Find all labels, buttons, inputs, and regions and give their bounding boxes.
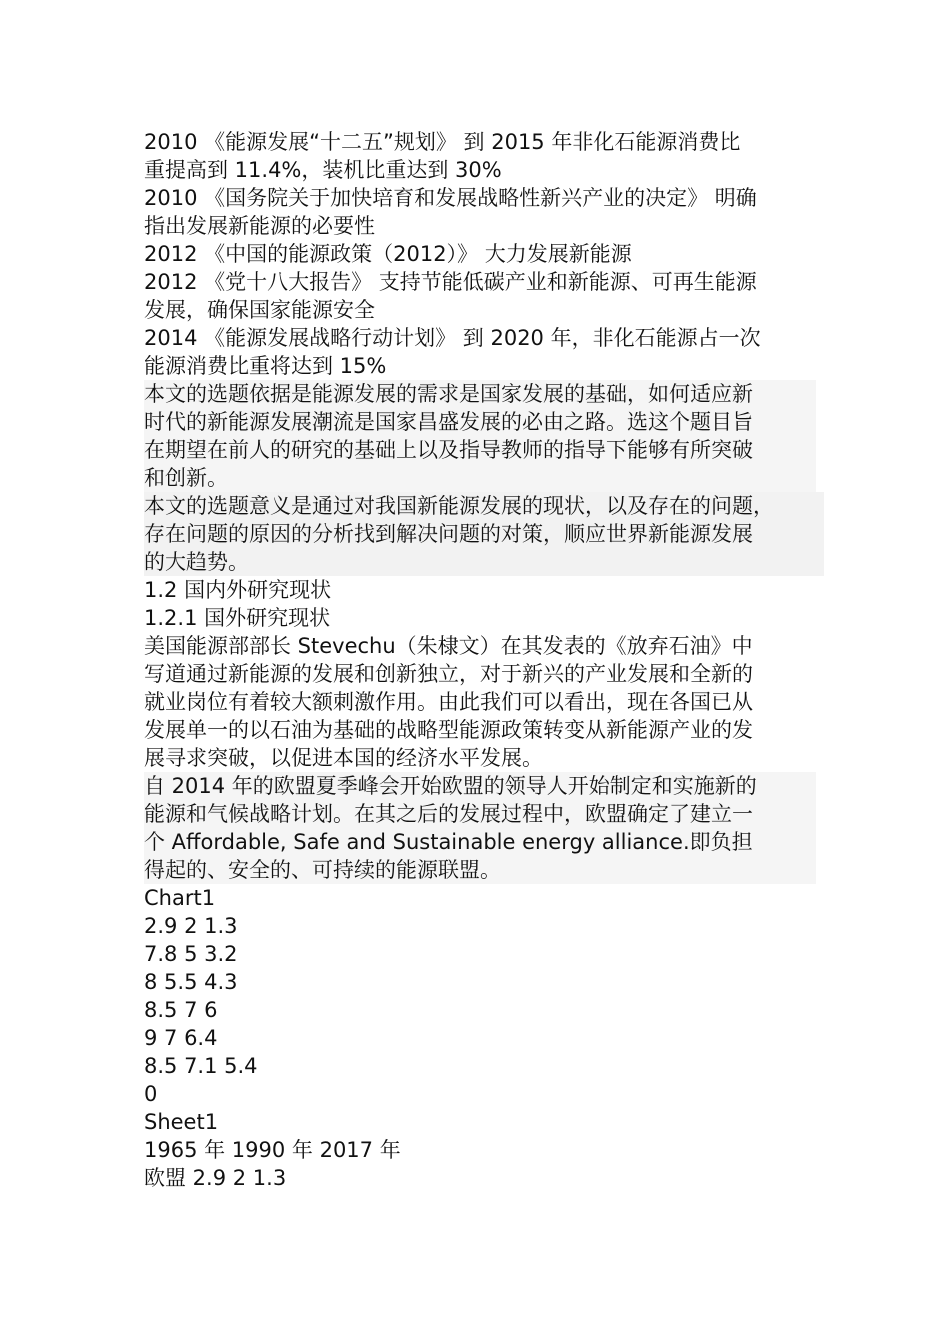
policy-list [144,128,816,380]
document-page [144,128,816,1192]
chart-row: 9 7 6.4 [144,1026,218,1050]
chart-label: Chart1 [144,886,216,910]
sheet-data-row: 欧盟 2.9 2 1.3 [144,1166,287,1190]
text-line: 本文的选题依据是能源发展的需求是国家发展的基础，如何适应新 [144,382,753,406]
sheet-label: Sheet1 [144,1110,219,1134]
text-line: 能源和气候战略计划。在其之后的发展过程中，欧盟确定了建立一 [144,802,753,826]
chart-data-dump [144,884,816,1108]
text-line: 2014 《能源发展战略行动计划》 到 2020 年，非化石能源占一次 [144,326,761,350]
text-line: 自 2014 年的欧盟夏季峰会开始欧盟的领导人开始制定和实施新的 [144,774,757,798]
body-paragraph [144,632,816,772]
chart-row: 7.8 5 3.2 [144,942,238,966]
text-line: 美国能源部部长 Stevechu（朱棣文）在其发表的《放弃石油》中 [144,634,753,658]
chart-row: 0 [144,1082,158,1106]
text-line: 的大趋势。 [144,550,249,574]
text-line: 就业岗位有着较大额刺激作用。由此我们可以看出，现在各国已从 [144,690,753,714]
text-line: 写道通过新能源的发展和创新独立，对于新兴的产业发展和全新的 [144,662,753,686]
text-line: 2012 《党十八大报告》 支持节能低碳产业和新能源、可再生能源 [144,270,757,294]
chart-row: 8.5 7 6 [144,998,218,1022]
body-paragraph [144,772,816,884]
text-line: 2010 《国务院关于加快培育和发展战略性新兴产业的决定》 明确 [144,186,757,210]
topic-significance-paragraph [144,492,824,576]
topic-basis-paragraph [144,380,816,492]
text-line: 指出发展新能源的必要性 [144,214,375,238]
text-line: 发展单一的以石油为基础的战略型能源政策转变从新能源产业的发 [144,718,753,742]
text-line: 本文的选题意义是通过对我国新能源发展的现状，以及存在的问题， [144,494,774,518]
sheet-header-row: 1965 年 1990 年 2017 年 [144,1138,401,1162]
text-line: 2010 《能源发展“十二五”规划》 到 2015 年非化石能源消费比 [144,130,741,154]
section-heading: 1.2 国内外研究现状 [144,578,332,602]
policy-entry [144,240,816,268]
subsection-heading: 1.2.1 国外研究现状 [144,606,331,630]
text-line: 存在问题的原因的分析找到解决问题的对策，顺应世界新能源发展 [144,522,753,546]
chart-row: 8.5 7.1 5.4 [144,1054,258,1078]
text-line: 得起的、安全的、可持续的能源联盟。 [144,858,501,882]
text-line: 重提高到 11.4%，装机比重达到 30% [144,158,502,182]
text-line: 个 Affordable, Safe and Sustainable energy alliance.即负担 [144,830,753,854]
text-line: 时代的新能源发展潮流是国家昌盛发展的必由之路。选这个题目旨 [144,410,753,434]
text-line: 展寻求突破，以促进本国的经济水平发展。 [144,746,543,770]
chart-row: 2.9 2 1.3 [144,914,238,938]
sheet-data-dump [144,1108,816,1192]
policy-entry [144,184,816,240]
text-line: 在期望在前人的研究的基础上以及指导教师的指导下能够有所突破 [144,438,753,462]
text-line: 和创新。 [144,466,228,490]
policy-entry [144,324,816,380]
policy-entry [144,268,816,324]
policy-entry [144,128,816,184]
text-line: 2012 《中国的能源政策（2012）》 大力发展新能源 [144,242,632,266]
chart-row: 8 5.5 4.3 [144,970,238,994]
text-line: 发展，确保国家能源安全 [144,298,375,322]
text-line: 能源消费比重将达到 15% [144,354,387,378]
